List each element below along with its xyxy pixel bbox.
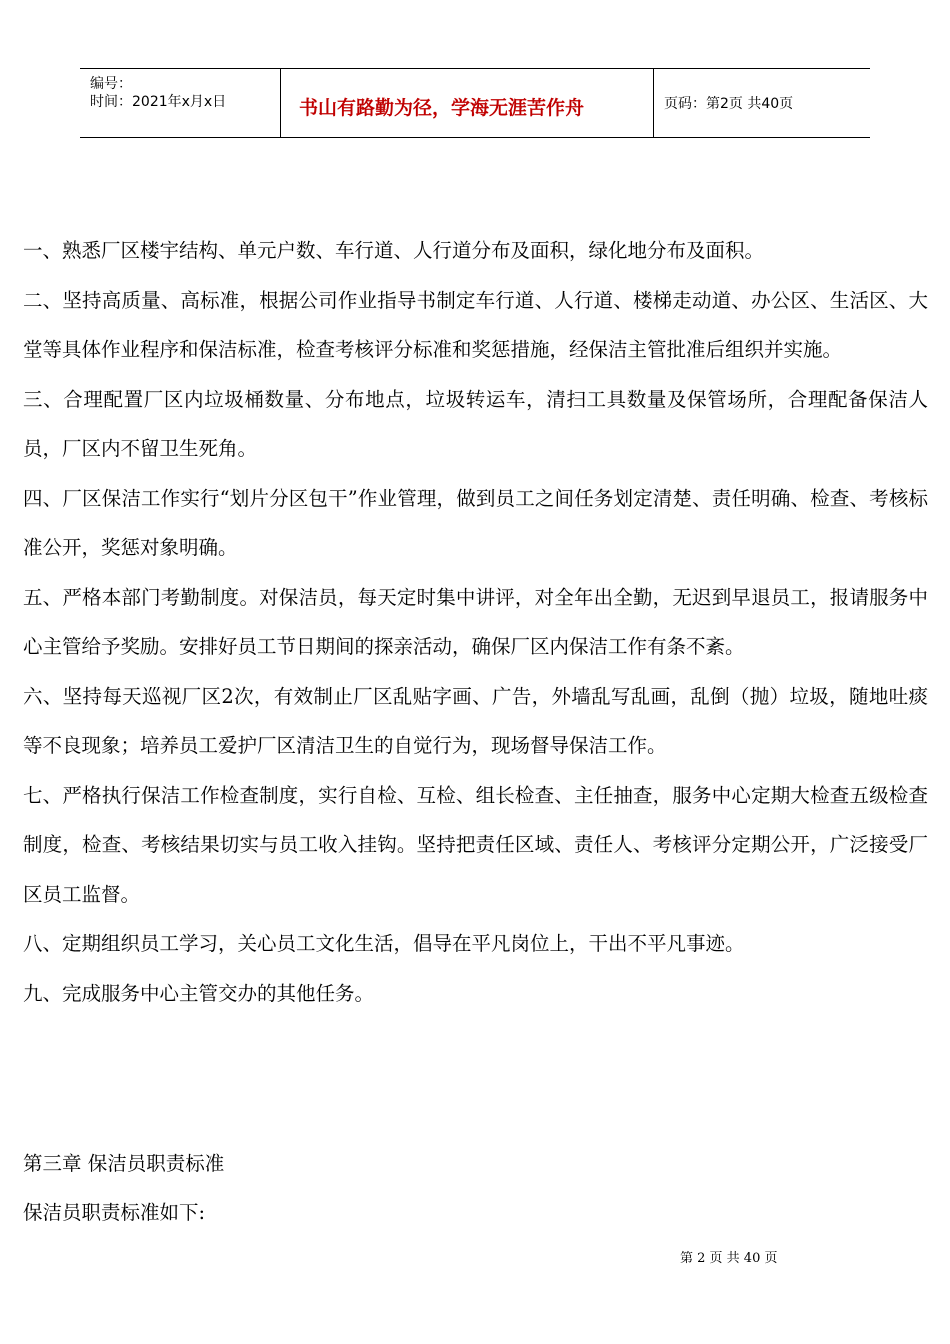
paragraph-3: 三、合理配置厂区内垃圾桶数量、分布地点，垃圾转运车，清扫工具数量及保管场所，合理配备保洁人员，厂区内不留卫生死角。 [23, 387, 928, 460]
chapter-title: 第三章 保洁员职责标准 [23, 1152, 225, 1175]
header-page-info: 页码：第2页 共40页 [664, 96, 794, 112]
document-header [80, 68, 870, 138]
header-code-label: 编号： [90, 76, 132, 92]
paragraph-5: 五、严格本部门考勤制度。对保洁员，每天定时集中讲评，对全年出全勤，无迟到早退员工，报请服务中心主管给予奖励。安排好员工节日期间的探亲活动，确保厂区内保洁工作有条不紊。 [23, 585, 928, 658]
paragraph-9: 九、完成服务中心主管交办的其他任务。 [23, 981, 375, 1005]
paragraph-2: 二、坚持高质量、高标准，根据公司作业指导书制定车行道、人行道、楼梯走动道、办公区、生活区、大堂等具体作业程序和保洁标准，检查考核评分标准和奖惩措施，经保洁主管批准后组织并实施。 [23, 288, 928, 361]
header-meta [80, 69, 281, 137]
paragraph-6: 六、坚持每天巡视厂区2次，有效制止厂区乱贴字画、广告，外墙乱写乱画，乱倒（抛）垃圾，随地吐痰等不良现象；培养员工爱护厂区清洁卫生的自觉行为，现场督导保洁工作。 [23, 684, 928, 757]
header-motto-cell [281, 69, 654, 137]
chapter-intro: 保洁员职责标准如下: [23, 1201, 206, 1224]
paragraph-7: 七、严格执行保洁工作检查制度，实行自检、互检、组长检查、主任抽查，服务中心定期大检查五级检查制度，检查、考核结果切实与员工收入挂钩。坚持把责任区域、责任人、考核评分定期公开，广泛接受厂区员工监督。 [23, 783, 928, 906]
page-footer: 第 2 页 共 40 页 [680, 1251, 778, 1266]
header-date: 时间：2021年x月x日 [90, 94, 227, 110]
document-body [23, 226, 928, 1018]
paragraph-8: 八、定期组织员工学习，关心员工文化生活，倡导在平凡岗位上，干出不平凡事迹。 [23, 932, 745, 955]
paragraph-1: 一、熟悉厂区楼宇结构、单元户数、车行道、人行道分布及面积，绿化地分布及面积。 [23, 239, 765, 262]
header-motto: 书山有路勤为径，学海无涯苦作舟 [299, 97, 585, 119]
paragraph-4: 四、厂区保洁工作实行“划片分区包干”作业管理，做到员工之间任务划定清楚、责任明确、检查、考核标准公开，奖惩对象明确。 [23, 486, 928, 559]
